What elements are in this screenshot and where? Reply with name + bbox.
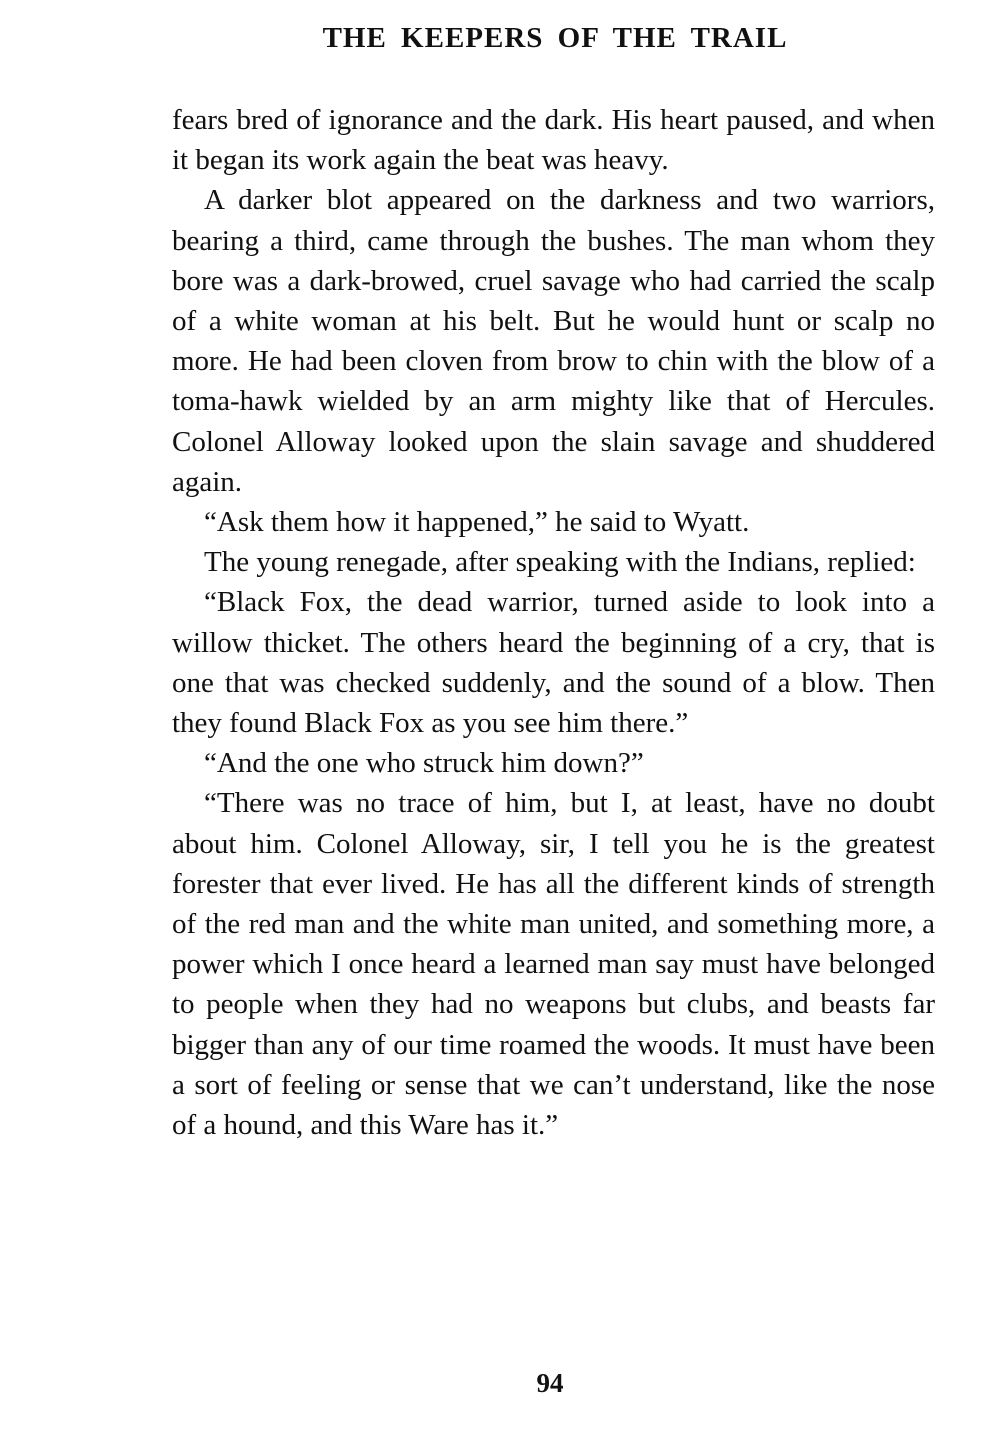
paragraph: “There was no trace of him, but I, at least, have no doubt about him. Colonel Alloway, sir, I tell you he is the greatest forester that ever lived. He has all the different kinds of strength of the red man and the white man united, and something more, a power which I once heard a learned man say must have belonged to people when they had no weapons but clubs, and beasts far bigger than any of our time roamed the woods. It must have been a sort of feeling or sense that we can’t understand, like the nose of a hound, and this Ware has it.” xyxy=(172,787,935,1142)
paragraph: The young renegade, after speaking with the Indians, replied: xyxy=(204,546,916,579)
paragraph: “Black Fox, the dead warrior, turned aside to look into a willow thicket. The others heard the beginning of a cry, that is one that was checked suddenly, and the sound of a blow. Then they found Black Fox as you see him there.” xyxy=(172,586,935,740)
paragraph: A darker blot appeared on the darkness and two warriors, bearing a third, came through the bushes. The man whom they bore was a dark-browed, cruel savage who had carried the scalp of a white woman at his belt. But he would hunt or scalp no more. He had been cloven from brow to chin with the blow of a toma-hawk wielded by an arm mighty like that of Hercules. Colonel Alloway looked upon the slain savage and shuddered again. xyxy=(172,184,935,498)
paragraph: “And the one who struck him down?” xyxy=(204,747,644,780)
page-number: 94 xyxy=(536,1368,564,1398)
paragraph: fears bred of ignorance and the dark. His heart paused, and when it began its work again the beat was heavy. xyxy=(172,104,935,177)
paragraph: “Ask them how it happened,” he said to Wyatt. xyxy=(204,506,750,539)
running-head: THE KEEPERS OF THE TRAIL xyxy=(322,22,788,54)
body-text xyxy=(172,100,935,1145)
